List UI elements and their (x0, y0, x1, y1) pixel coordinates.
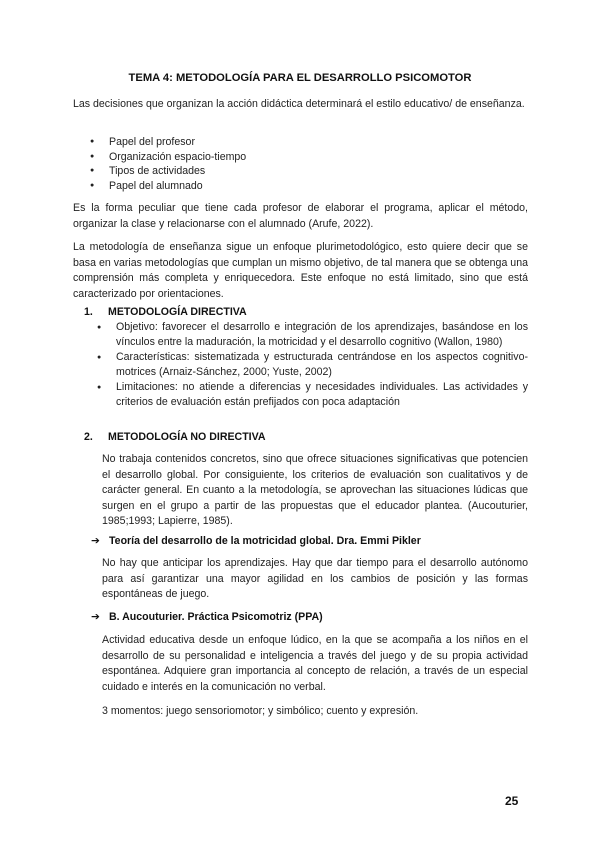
section-number: 1. (84, 306, 93, 318)
section-number: 2. (84, 431, 93, 443)
section-title: METODOLOGÍA NO DIRECTIVA (108, 431, 266, 443)
intro-paragraph: Las decisiones que organizan la acción didáctica determinará el estilo educativo/ de enseñanza. (73, 98, 525, 110)
aucouturier-heading (91, 611, 323, 623)
pikler-title: Teoría del desarrollo de la motricidad global. Dra. Emmi Pikler (109, 535, 421, 547)
list-item: ● Papel del alumnado (90, 179, 246, 194)
aucouturier-title: B. Aucouturier. Práctica Psicomotriz (PPA) (109, 611, 323, 623)
list-item: ● Características: sistematizada y estructurada centrándose en los aspectos cognitivo-motrices (Arnaiz-Sánchez, 2000; Yuste, 2002) (97, 350, 528, 380)
moments-paragraph: 3 momentos: juego sensoriomotor; y simbólico; cuento y expresión. (102, 705, 419, 717)
arrow-right-icon: ➔ (91, 535, 100, 547)
list-item: ● Objetivo: favorecer el desarrollo e integración de los aprendizajes, basándose en los vínculos entre la maduración, la motricidad y el desarrollo cognitivo (Wallon, 1980) (97, 320, 528, 350)
pikler-paragraph: No hay que anticipar los aprendizajes. Hay que dar tiempo para el desarrollo autónomo para así garantizar una mayor agilidad en los cambios de posición y las formas espontáneas de juego. (102, 557, 528, 600)
decision-list (90, 135, 246, 193)
no-directiva-paragraph: No trabaja contenidos concretos, sino que ofrece situaciones significativas que potencien el desarrollo global. Por consiguiente, los criterios de evaluación son cualitativos y de carácter general. En cuanto a la metodología, se aprovechan las situaciones lúdicas que surgen en el grupo a partir de las propuestas que el educador plantea. (Aucouturier, 1985;1993; Lapierre, 1985). (102, 453, 528, 527)
pikler-heading (91, 535, 421, 547)
arrow-right-icon: ➔ (91, 611, 100, 623)
list-item: ● Tipos de actividades (90, 164, 246, 179)
method-paragraph: Es la forma peculiar que tiene cada profesor de elaborar el programa, aplicar el método, organizar la clase y relacionarse con el alumnado (Arufe, 2022). (73, 202, 528, 230)
list-item: ● Papel del profesor (90, 135, 246, 150)
page-number: 25 (505, 794, 519, 808)
list-item: ● Limitaciones: no atiende a diferencias y necesidades individuales. Las actividades y criterios de evaluación están prefijados con poca adaptación (97, 380, 528, 410)
section-heading-directiva (84, 306, 247, 318)
list-item: ● Organización espacio-tiempo (90, 150, 246, 165)
directiva-list (97, 320, 528, 410)
plurimethod-paragraph: La metodología de enseñanza sigue un enfoque plurimetodológico, esto quiere decir que se basa en varias metodologías que cumplan un mismo objetivo, de tal manera que se obtenga una comprensión más completa y enriquecedora. Este enfoque no está limitado, sino que está caracterizado por orientaciones. (73, 241, 528, 300)
aucouturier-paragraph: Actividad educativa desde un enfoque lúdico, en la que se acompaña a los niños en el desarrollo de su personalidad e inteligencia a través del juego y de su propia actividad espontánea. Adquiere gran importancia al concepto de relación, a través de un especial cuidado e interés en la comunicación no verbal. (102, 634, 528, 693)
section-title: METODOLOGÍA DIRECTIVA (108, 306, 247, 318)
section-heading-no-directiva (84, 431, 266, 443)
page-title: TEMA 4: METODOLOGÍA PARA EL DESARROLLO PSICOMOTOR (128, 72, 472, 84)
